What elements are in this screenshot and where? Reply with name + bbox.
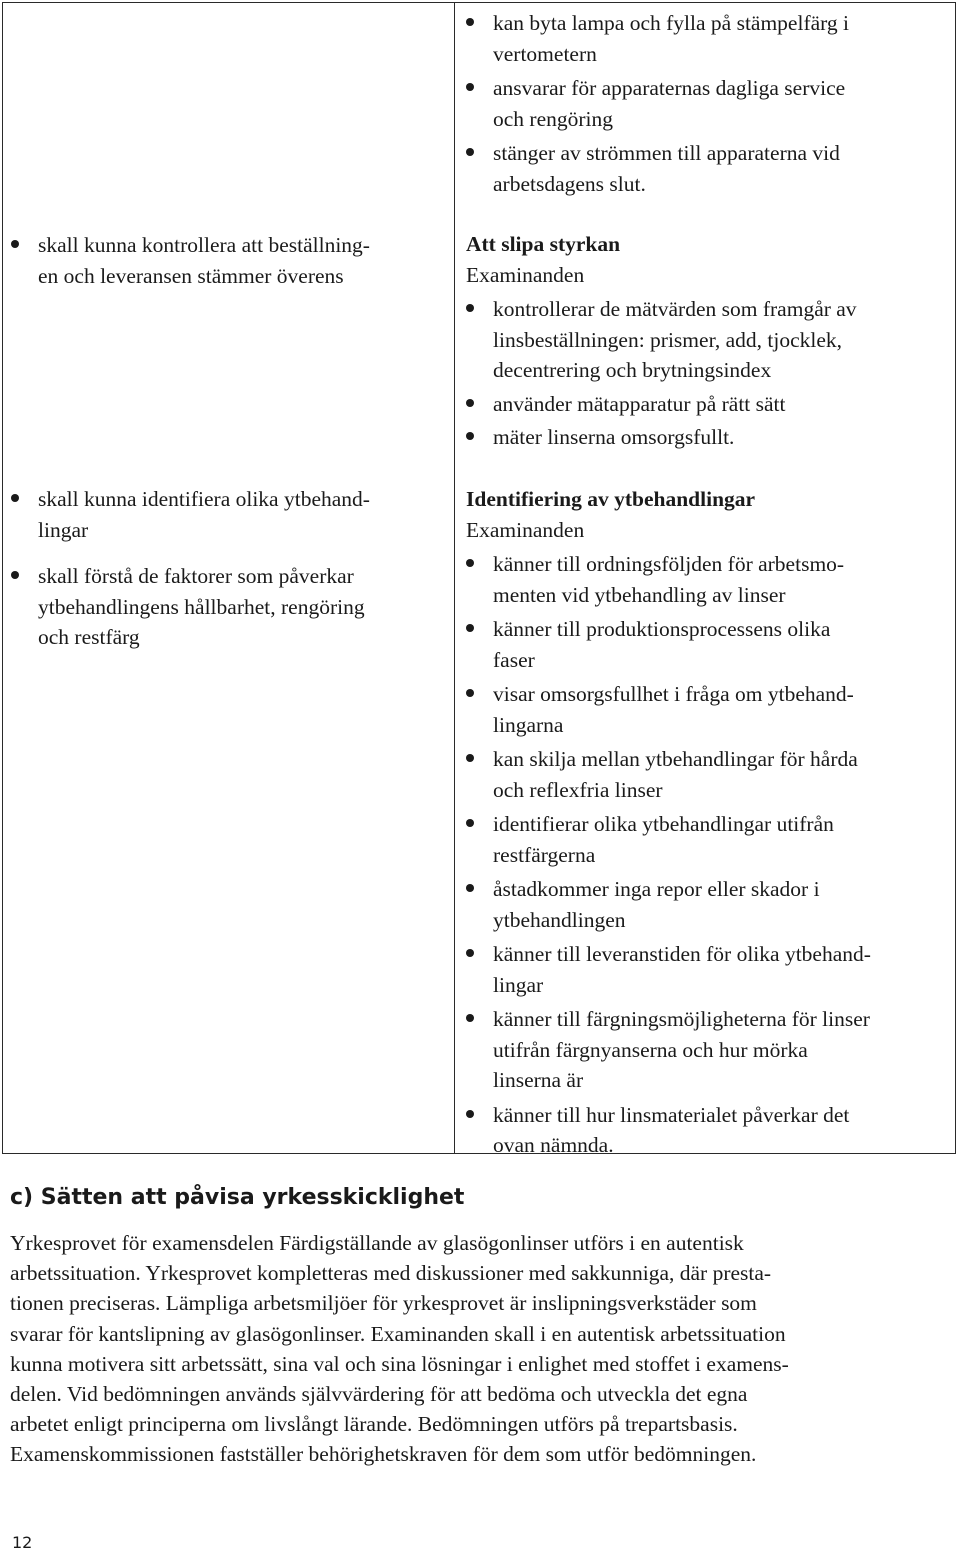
paragraph-line: arbetssituation. Yrkesprovet kompletteras med diskussioner med sakkunniga, där presta- bbox=[10, 1261, 772, 1286]
item-line: lingarna bbox=[493, 712, 564, 737]
list-item bbox=[493, 614, 956, 675]
item-line: identifierar olika ytbehandlingar utifrån bbox=[493, 812, 834, 836]
list-item bbox=[38, 561, 448, 653]
section-subject: Examinanden bbox=[466, 262, 585, 287]
item-line: visar omsorgsfullhet i fråga om ytbehand- bbox=[493, 682, 854, 706]
item-line: decentrering och brytningsindex bbox=[493, 358, 772, 382]
item-line: kan skilja mellan ytbehandlingar för hårda bbox=[493, 747, 858, 771]
item-line: och reflexfria linser bbox=[493, 777, 663, 802]
bullet-icon bbox=[11, 494, 19, 502]
item-line: ytbehandlingens hållbarhet, rengöring bbox=[38, 594, 365, 619]
item-line: känner till leveranstiden för olika ytbehand- bbox=[493, 942, 871, 966]
item-line: kan byta lampa och fylla på stämpelfärg i bbox=[493, 11, 850, 35]
bullet-icon bbox=[466, 399, 474, 407]
bullet-icon bbox=[466, 624, 474, 632]
slipa-section bbox=[466, 229, 956, 453]
bullet-icon bbox=[466, 1110, 474, 1118]
list-item bbox=[38, 230, 448, 291]
list-item bbox=[493, 73, 953, 134]
paragraph-line: tionen preciseras. Lämpliga arbetsmiljöer för yrkesprovet är inslipningsverkstäder som bbox=[10, 1291, 757, 1316]
list-item bbox=[493, 1004, 956, 1096]
bullet-icon bbox=[11, 571, 19, 579]
list-item bbox=[493, 389, 956, 420]
item-line: känner till ordningsföljden för arbetsmo- bbox=[493, 552, 845, 576]
item-line: stänger av strömmen till apparaterna vid bbox=[493, 141, 840, 165]
list-item bbox=[493, 1100, 956, 1161]
left-list-1 bbox=[38, 230, 448, 291]
item-line: mäter linserna omsorgsfullt. bbox=[493, 425, 735, 449]
paragraph-line: delen. Vid bedömningen används självvärdering för att bedöma och utveckla det egna bbox=[10, 1382, 748, 1407]
item-line: åstadkommer inga repor eller skador i bbox=[493, 877, 820, 901]
list-item bbox=[493, 422, 956, 453]
list-item bbox=[38, 484, 448, 545]
bullet-icon bbox=[466, 18, 474, 26]
bullet-icon bbox=[466, 559, 474, 567]
section-c-paragraph bbox=[10, 1228, 950, 1470]
item-line: arbetsdagens slut. bbox=[493, 171, 646, 196]
item-line: kontrollerar de mätvärden som framgår av bbox=[493, 297, 857, 321]
paragraph-line: kunna motivera sitt arbetssätt, sina val och sina lösningar i enlighet med stoffet i examens- bbox=[10, 1351, 789, 1376]
bullet-icon bbox=[466, 304, 474, 312]
bullet-icon bbox=[466, 432, 474, 440]
criteria-table bbox=[2, 2, 956, 1157]
item-line: skall förstå de faktorer som påverkar bbox=[38, 564, 354, 588]
item-line: en och leveransen stämmer överens bbox=[38, 263, 344, 288]
ytbehandling-section bbox=[466, 484, 956, 1161]
item-line: lingar bbox=[38, 517, 89, 542]
bullet-icon bbox=[466, 884, 474, 892]
column-divider bbox=[454, 3, 455, 1153]
item-line: känner till produktionsprocessens olika bbox=[493, 617, 831, 641]
bullet-icon bbox=[11, 240, 19, 248]
item-line: lingar bbox=[493, 972, 544, 997]
section-subject: Examinanden bbox=[466, 517, 585, 542]
item-line: vertometern bbox=[493, 41, 597, 66]
section-c-heading: c) Sätten att påvisa yrkesskicklighet bbox=[10, 1185, 465, 1210]
item-line: utifrån färgnyanserna och hur mörka bbox=[493, 1037, 808, 1062]
paragraph-line: arbetet enligt principerna om livslångt lärande. Bedömningen utförs på trepartsbasis. bbox=[10, 1412, 738, 1437]
item-line: linserna är bbox=[493, 1068, 584, 1092]
item-line: menten vid ytbehandling av linser bbox=[493, 582, 786, 607]
list-item bbox=[493, 294, 956, 386]
right-top-list bbox=[493, 8, 953, 199]
list-item bbox=[493, 874, 956, 935]
item-line: känner till färgningsmöjligheterna för linser bbox=[493, 1007, 870, 1031]
ytbehandling-list bbox=[493, 549, 956, 1161]
item-line: och restfärg bbox=[38, 625, 140, 649]
list-item bbox=[493, 939, 956, 1000]
left-group-1 bbox=[38, 230, 448, 291]
bullet-icon bbox=[466, 754, 474, 762]
item-line: skall kunna kontrollera att beställning- bbox=[38, 233, 370, 257]
item-line: faser bbox=[493, 647, 535, 672]
list-item bbox=[493, 809, 956, 870]
paragraph-line: Examenskommissionen fastställer behörighetskraven för dem som utför bedömningen. bbox=[10, 1442, 757, 1467]
item-line: ytbehandlingen bbox=[493, 907, 626, 932]
bullet-icon bbox=[466, 689, 474, 697]
paragraph-line: Yrkesprovet för examensdelen Färdigställande av glasögonlinser utförs i en autentisk bbox=[10, 1231, 744, 1255]
page-number: 12 bbox=[12, 1533, 33, 1552]
item-line: använder mätapparatur på rätt sätt bbox=[493, 391, 786, 416]
list-item bbox=[493, 549, 956, 610]
item-line: skall kunna identifiera olika ytbehand- bbox=[38, 487, 370, 511]
right-top-group bbox=[493, 8, 953, 199]
left-group-2 bbox=[38, 484, 448, 653]
slipa-list bbox=[493, 294, 956, 453]
list-item bbox=[493, 744, 956, 805]
item-line: och rengöring bbox=[493, 106, 614, 131]
bullet-icon bbox=[466, 148, 474, 156]
item-line: restfärgerna bbox=[493, 842, 596, 867]
item-line: känner till hur linsmaterialet påverkar det bbox=[493, 1102, 850, 1127]
section-heading: Identifiering av ytbehandlingar bbox=[466, 487, 756, 511]
bullet-icon bbox=[466, 1014, 474, 1022]
list-item bbox=[493, 679, 956, 740]
list-item bbox=[493, 138, 953, 199]
bullet-icon bbox=[466, 83, 474, 91]
item-line: ansvarar för apparaternas dagliga service bbox=[493, 76, 846, 100]
item-line: ovan nämnda. bbox=[493, 1133, 614, 1157]
bullet-icon bbox=[466, 949, 474, 957]
item-line: linsbeställningen: prismer, add, tjocklek, bbox=[493, 327, 843, 352]
list-item bbox=[493, 8, 953, 69]
left-list-2 bbox=[38, 484, 448, 653]
section-heading: Att slipa styrkan bbox=[466, 232, 621, 256]
bullet-icon bbox=[466, 819, 474, 827]
paragraph-line: svarar för kantslipning av glasögonlinser. Examinanden skall i en autentisk arbetssituation bbox=[10, 1321, 786, 1346]
